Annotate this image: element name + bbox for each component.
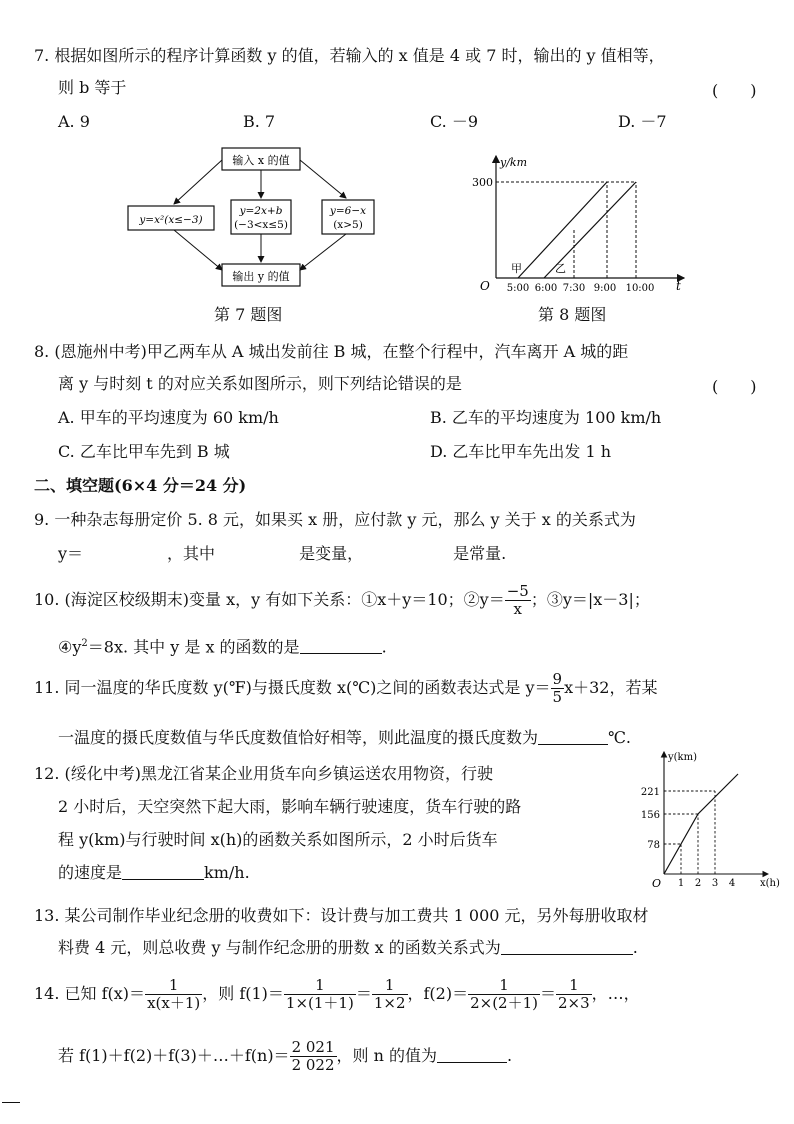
q9-line1: 9. 一种杂志每册定价 5. 8 元，如果买 x 册，应付款 y 元，那么 y 关于 x 的关系式为 bbox=[34, 510, 636, 529]
q10-answer-blank[interactable] bbox=[300, 639, 382, 654]
flow-mid-text1: y=2x+b bbox=[239, 205, 283, 217]
q8-tick: 5:00 bbox=[506, 283, 530, 294]
q12-ytick: 221 bbox=[640, 787, 660, 798]
q14-frac6: $\frac{2 021}{2 022}$ bbox=[291, 1038, 335, 1074]
q12-graph bbox=[636, 746, 784, 890]
q7-option-d: D. －7 bbox=[618, 112, 667, 131]
flow-right-text1: y=6−x bbox=[329, 205, 367, 217]
q8-option-b: B. 乙车的平均速度为 100 km/h bbox=[430, 408, 662, 427]
q10-line1: 10. (海淀区校级期末)变量 x，y 有如下关系：①x＋y＝10；②y＝ $\frac{-5}{x}$ ；③y＝|x－3|； bbox=[34, 582, 650, 618]
q12-xtick: 1 bbox=[677, 878, 685, 889]
q11-fraction: $\frac{9}{5}$ bbox=[552, 670, 563, 706]
q14-line2: 若 f(1)＋f(2)＋f(3)＋…＋f(n)＝ $\frac{2 021}{2 022}$ ，则 n 的值为 . bbox=[58, 1038, 513, 1074]
q12-xtick: 4 bbox=[728, 878, 736, 889]
q12-line2: 2 小时后，天空突然下起大雨，影响车辆行驶速度，货车行驶的路 bbox=[58, 797, 522, 816]
q7-flowchart bbox=[110, 138, 390, 298]
q7-paren: ( ) bbox=[712, 81, 757, 100]
q14-frac3: $\frac{1}{1\times 2}$ bbox=[373, 976, 406, 1012]
page-mark bbox=[2, 1102, 20, 1103]
q12-xtick: 3 bbox=[711, 878, 719, 889]
q14-frac5: $\frac{1}{2\times 3}$ bbox=[558, 976, 590, 1012]
q12-ylabel: y(km) bbox=[668, 752, 697, 763]
q12-xlabel: x(h) bbox=[760, 878, 780, 889]
q12-xtick: 2 bbox=[694, 878, 702, 889]
q7-line2: 则 b 等于 bbox=[58, 78, 127, 97]
q10-fraction: $\frac{-5}{x}$ bbox=[506, 582, 529, 618]
flow-right-text2: (x>5) bbox=[333, 219, 363, 231]
q8-tlabel: t bbox=[676, 279, 681, 293]
q8-yi: 乙 bbox=[555, 262, 566, 275]
q8-tick: 10:00 bbox=[625, 283, 655, 294]
q8-option-a: A. 甲车的平均速度为 60 km/h bbox=[58, 408, 279, 427]
q12-line3: 程 y(km)与行驶时间 x(h)的函数关系如图所示，2 小时后货车 bbox=[58, 830, 498, 849]
q10-line2: $④y^2=8x$. 其中 y 是 x 的函数的是 . bbox=[58, 637, 387, 657]
flow-output-text: 输出 y 的值 bbox=[232, 270, 290, 283]
flow-input-text: 输入 x 的值 bbox=[232, 154, 290, 167]
q8-paren: ( ) bbox=[712, 377, 757, 396]
q13-line2: 料费 4 元，则总收费 y 与制作纪念册的册数 x 的函数关系式为 . bbox=[58, 938, 638, 957]
q11-line2: 一温度的摄氏度数值与华氏度数值恰好相等，则此温度的摄氏度数为 ℃. bbox=[58, 728, 631, 747]
q8-origin: O bbox=[480, 279, 490, 293]
q7-line1: 7. 根据如图所示的程序计算函数 y 的值，若输入的 x 值是 4 或 7 时，输出的 y 值相等， bbox=[34, 46, 665, 65]
q12-ytick: 78 bbox=[647, 840, 660, 851]
q8-ylabel: y/km bbox=[500, 156, 528, 169]
q12-line1: 12. (绥化中考)黑龙江省某企业用货车向乡镇运送农用物资，行驶 bbox=[34, 764, 494, 783]
q8-line1: 8. (恩施州中考)甲乙两车从 A 城出发前往 B 城，在整个行程中，汽车离开 A 城的距 bbox=[34, 342, 629, 361]
q7-caption: 第 7 题图 bbox=[214, 305, 283, 324]
q14-frac1: $\frac{1}{x(x+1)}$ bbox=[147, 976, 201, 1012]
q8-line2: 离 y 与时刻 t 的对应关系如图所示，则下列结论错误的是 bbox=[58, 374, 462, 393]
q8-tick: 6:00 bbox=[534, 283, 558, 294]
q8-option-c: C. 乙车比甲车先到 B 城 bbox=[58, 442, 230, 461]
q7-option-a: A. 9 bbox=[58, 112, 90, 131]
q8-graph bbox=[466, 148, 696, 298]
q9-line2: y＝ ，其中 是变量， 是常量. bbox=[58, 544, 507, 563]
q7-option-b: B. 7 bbox=[243, 112, 276, 131]
flow-left-text: y=x²(x≤−3) bbox=[139, 214, 203, 226]
q8-tick: 7:30 bbox=[562, 283, 586, 294]
q12-line4: 的速度是 km/h. bbox=[58, 863, 250, 882]
q12-origin: O bbox=[652, 877, 662, 890]
q11-line1: 11. 同一温度的华氏度数 y(℉)与摄氏度数 x(℃)之间的函数表达式是 y＝ $\frac{9}{5}$ x＋32，若某 bbox=[34, 670, 658, 706]
q12-ytick: 156 bbox=[640, 810, 660, 821]
q8-caption: 第 8 题图 bbox=[538, 305, 607, 324]
q14-answer-blank[interactable] bbox=[437, 1048, 507, 1063]
q8-jia: 甲 bbox=[511, 262, 522, 275]
q14-frac4: $\frac{1}{2\times(2+1)}$ bbox=[470, 976, 538, 1012]
q8-option-d: D. 乙车比甲车先出发 1 h bbox=[430, 442, 612, 461]
q11-answer-blank[interactable] bbox=[538, 730, 608, 745]
flow-mid-text2: (−3<x≤5) bbox=[234, 219, 288, 231]
section-heading: 二、填空题(6×4 分＝24 分) bbox=[34, 476, 247, 495]
q7-option-c: C. －9 bbox=[430, 112, 479, 131]
q12-answer-blank[interactable] bbox=[122, 865, 204, 880]
q13-line1: 13. 某公司制作毕业纪念册的收费如下：设计费与加工费共 1 000 元，另外每册收取材 bbox=[34, 906, 649, 925]
q14-line1: 14. 已知 f(x)＝ $\frac{1}{x(x+1)}$ ，则 f(1)＝ $\frac{1}{1\times(1+1)}$ ＝ $\frac{1}{1\times 2}$ ，f(2)＝ $\frac{1}{2\times(2+1)}$ ＝ $\frac{1}{2\times 3}$ ，…， bbox=[34, 976, 640, 1012]
q8-tick: 9:00 bbox=[593, 283, 617, 294]
q8-y300: 300 bbox=[472, 176, 493, 189]
q13-answer-blank[interactable] bbox=[501, 940, 633, 955]
q12-line bbox=[664, 774, 738, 874]
q14-frac2: $\frac{1}{1\times(1+1)}$ bbox=[285, 976, 354, 1012]
